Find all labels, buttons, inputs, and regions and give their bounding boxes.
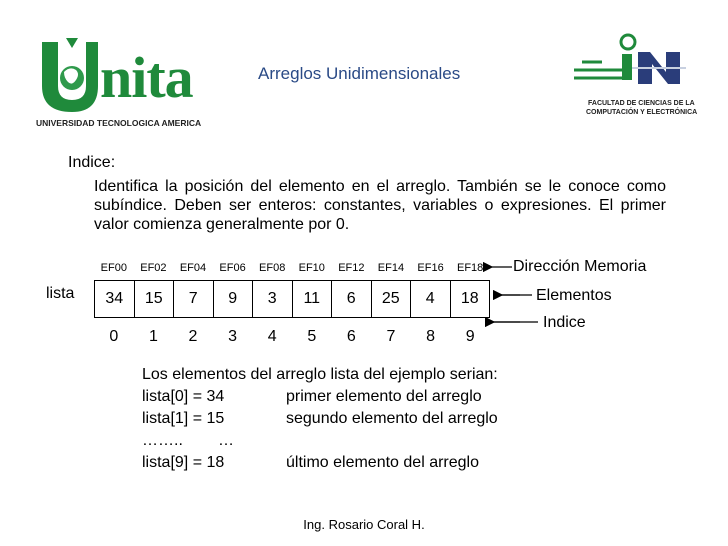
memory-address: EF10 xyxy=(298,262,325,274)
memory-address: EF02 xyxy=(140,262,167,274)
example-row xyxy=(142,388,482,406)
array-cell: 9 xyxy=(213,281,253,317)
array-index: 5 xyxy=(307,328,317,345)
logo-caption: UNIVERSIDAD TECNOLOGICA AMERICA xyxy=(36,118,202,128)
array-cell: 6 xyxy=(331,281,371,317)
slide-title: Arreglos Unidimensionales xyxy=(258,64,461,83)
array-index: 4 xyxy=(267,328,277,345)
example-row xyxy=(142,432,234,450)
faculty-logo xyxy=(562,28,698,120)
index-row xyxy=(94,328,490,346)
index-label: Indice xyxy=(543,314,586,331)
example-description: último elemento del arreglo xyxy=(286,454,479,471)
memory-address: EF08 xyxy=(259,262,286,274)
example-description: segundo elemento del arreglo xyxy=(286,410,498,427)
example-description: primer elemento del arreglo xyxy=(286,388,482,405)
address-label: Dirección Memoria xyxy=(513,258,647,275)
array-cell: 7 xyxy=(173,281,213,317)
array-index: 8 xyxy=(426,328,435,345)
indice-description: Identifica la posición del elemento en el arreglo. También se le conoce como subíndice. Deben ser enteros: constantes, variables o expresiones. El primer valor comienza generalmente por 0. xyxy=(94,178,666,233)
memory-address: EF18 xyxy=(456,262,484,274)
array-index: 6 xyxy=(346,328,356,345)
logo-wordmark: nita xyxy=(100,45,193,110)
examples-intro: Los elementos del arreglo lista del ejemplo serian: xyxy=(142,366,498,383)
array-cell: 18 xyxy=(450,281,490,317)
array-index: 9 xyxy=(465,328,475,345)
array-index: 3 xyxy=(228,328,238,345)
example-description: … xyxy=(218,432,234,449)
example-expression: lista[0] = 34 xyxy=(142,388,225,405)
array-name-label: lista xyxy=(46,285,75,302)
memory-address: EF04 xyxy=(179,262,207,274)
array-cell: 25 xyxy=(371,281,411,317)
faculty-caption-line2: COMPUTACIÓN Y ELECTRÓNICA xyxy=(586,109,698,116)
elements-label: Elementos xyxy=(536,287,612,304)
example-expression: …….. xyxy=(142,432,183,449)
array-index: 0 xyxy=(109,328,119,345)
example-row xyxy=(142,410,498,428)
array-cells xyxy=(94,280,490,318)
memory-address: EF06 xyxy=(219,262,246,274)
memory-address: EF00 xyxy=(100,262,127,274)
array-cell: 4 xyxy=(410,281,450,317)
memory-address: EF16 xyxy=(417,262,444,274)
memory-address: EF12 xyxy=(338,262,365,274)
array-cell: 15 xyxy=(134,281,174,317)
array-index: 2 xyxy=(188,328,198,345)
memory-address: EF14 xyxy=(377,262,405,274)
example-row xyxy=(142,454,479,472)
example-expression: lista[1] = 15 xyxy=(142,410,225,427)
faculty-logo-icon xyxy=(562,28,692,98)
array-index: 1 xyxy=(148,328,158,345)
example-expression: lista[9] = 18 xyxy=(142,454,225,471)
array-cell: 3 xyxy=(252,281,292,317)
array-index: 7 xyxy=(386,328,396,345)
address-row xyxy=(94,262,490,276)
unita-logo xyxy=(36,34,202,130)
faculty-caption-line1: FACULTAD DE CIENCIAS DE LA xyxy=(588,100,695,107)
footer-author: Ing. Rosario Coral H. xyxy=(303,517,425,532)
array-cell: 11 xyxy=(292,281,332,317)
indice-heading: Indice: xyxy=(68,154,116,171)
array-cell: 34 xyxy=(105,290,124,307)
